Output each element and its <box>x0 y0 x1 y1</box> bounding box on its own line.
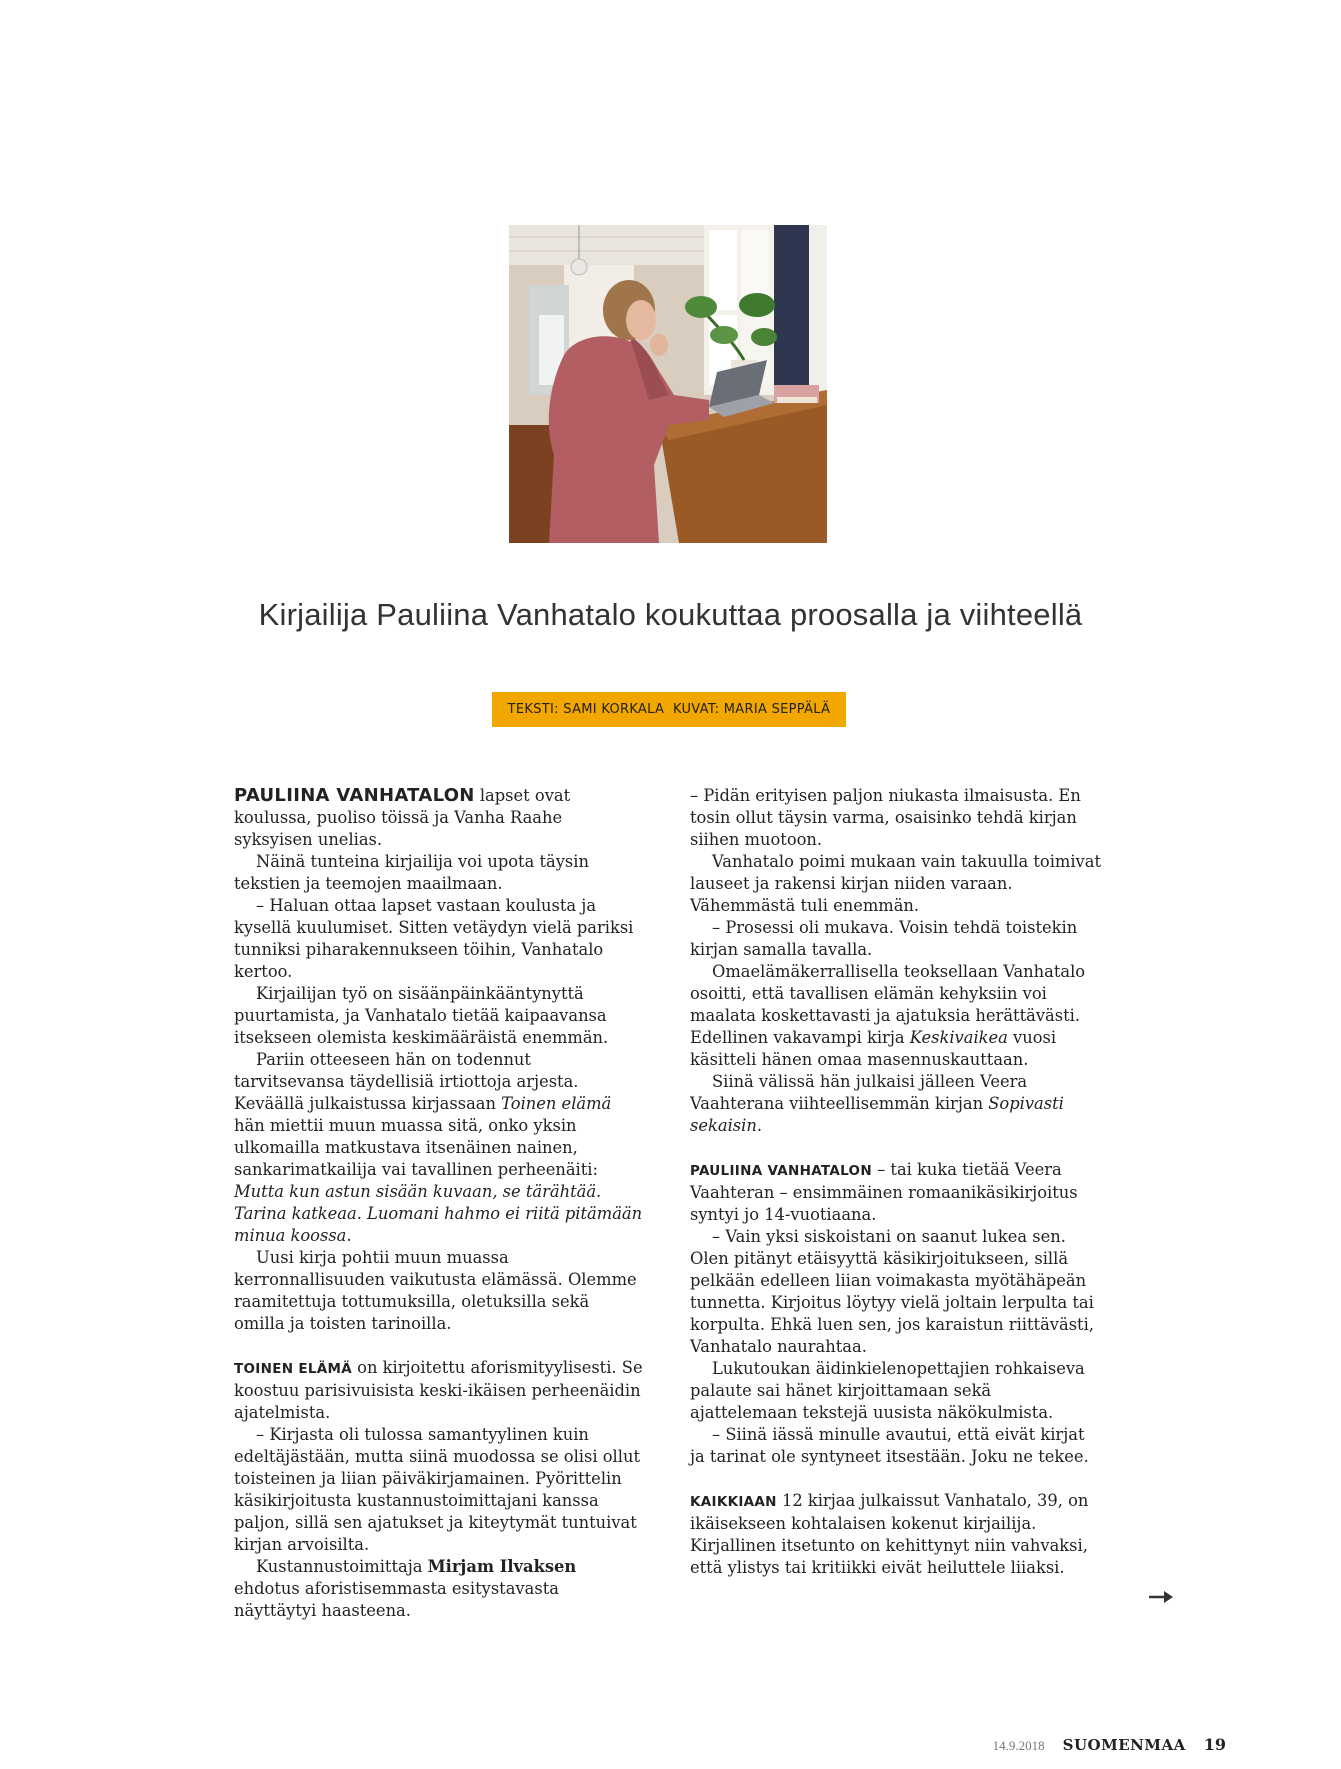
body-paragraph <box>234 1049 644 1247</box>
lead-caps: PAULIINA VANHATALON <box>234 785 475 806</box>
body-paragraph: – Pidän erityisen paljon niukasta ilmaisusta. En tosin ollut täysin varma, osaisinko tehdä kirjan siihen muotoon. <box>690 786 1081 849</box>
book-title: Keskivaikea <box>909 1028 1008 1047</box>
section-kicker: TOINEN ELÄMÄ <box>234 1361 352 1377</box>
person-name: Mirjam Ilvaksen <box>427 1557 577 1576</box>
body-paragraph: Uusi kirja pohtii muun muassa kerronnallisuuden vaikutusta elämässä. Olemme raamitettuja tottumuksilla, oletuksilla sekä omilla ja toisten tarinoilla. <box>234 1248 637 1333</box>
article-column-left <box>234 785 644 1622</box>
body-paragraph: – Vain yksi siskoistani on saanut lukea sen. Olen pitänyt etäisyyttä käsikirjoitukseen, sillä pelkään edelleen liian voimakasta myötähäpeän tunnetta. Kirjoitus löytyy vielä joltain lerpulta tai korpulta. Ehkä luen sen, jos karaistun riittävästi, Vanhatalo naurahtaa. <box>690 1227 1094 1356</box>
body-text: . <box>346 1226 352 1245</box>
body-text: 12 kirjaa julkaissut Vanhatalo, 39, on ikäisekseen kohtalaisen kokenut kirjailija. Kirjallinen itsetunto on kehittynyt niin vahvaksi, että ylistys tai kritiikki eivät heiluttele liiaksi. <box>690 1491 1089 1577</box>
arrow-right-icon <box>1148 1589 1174 1603</box>
body-text: hän miettii muun muassa sitä, onko yksin ulkomailla matkustava itsenäinen nainen, sankarimatkailija vai tavallinen perheenäiti: <box>234 1116 598 1179</box>
section-paragraph <box>690 1490 1102 1579</box>
body-text: on kirjoitettu aforismityylisesti. Se koostuu parisivuisista keski-ikäisen perheenäidin ajatelmista. <box>234 1358 643 1422</box>
body-text: vuosi käsitteli hänen omaa masennuskauttaan. <box>690 1028 1057 1069</box>
body-text: Pariin otteeseen hän on todennut tarvitsevansa täydellisiä irtiottoja arjesta. Keväällä julkaistussa kirjassaan <box>234 1050 579 1113</box>
body-text: Kustannustoimittaja <box>256 1557 428 1576</box>
section-paragraph <box>690 1159 1102 1226</box>
article-photo <box>509 225 827 543</box>
body-text: Siinä välissä hän julkaisi jälleen Veera Vaahterana viihteellisemmän kirjan <box>690 1072 1028 1113</box>
publication-name: SUOMENMAA <box>1062 1736 1186 1754</box>
section-kicker: KAIKKIAAN <box>690 1494 777 1510</box>
lead-paragraph <box>234 785 644 851</box>
page-number: 19 <box>1203 1735 1226 1754</box>
page-footer <box>993 1735 1226 1754</box>
section-kicker: PAULIINA VANHATALON <box>690 1163 872 1179</box>
body-paragraph: Näinä tunteina kirjailija voi upota täysin tekstien ja teemojen maailmaan. <box>234 852 589 893</box>
body-paragraph: Vanhatalo poimi mukaan vain takuulla toimivat lauseet ja rakensi kirjan niiden varaan. Vähemmästä tuli enemmän. <box>690 852 1102 915</box>
lead-text: lapset ovat koulussa, puoliso töissä ja Vanha Raahe syksyisen unelias. <box>234 786 571 849</box>
section-paragraph <box>234 1357 644 1424</box>
article-headline: Kirjailija Pauliina Vanhatalo koukuttaa proosalla ja viihteellä <box>258 597 1083 632</box>
body-paragraph: Lukutoukan äidinkielenopettajien rohkaiseva palaute sai hänet kirjoittamaan sekä ajattelemaan tekstejä uusista näkökulmista. <box>690 1359 1085 1422</box>
body-paragraph <box>690 1071 1102 1137</box>
body-text: ehdotus aforistisemmasta esitystavasta näyttäytyi haasteena. <box>234 1579 559 1620</box>
book-title: Sopivasti sekaisin <box>690 1094 1064 1135</box>
book-title: Toinen elämä <box>501 1094 612 1113</box>
body-paragraph: – Haluan ottaa lapset vastaan koulusta ja kysellä kuulumiset. Sitten vetäydyn vielä pariksi tunniksi piharakennukseen töihin, Vanhatalo kertoo. <box>234 896 634 981</box>
book-quote: Mutta kun astun sisään kuvaan, se tärähtää. Tarina katkeaa. Luomani hahmo ei riitä pitämään minua koossa <box>234 1182 643 1245</box>
issue-date: 14.9.2018 <box>992 1738 1045 1753</box>
body-text: – tai kuka tietää Veera Vaahteran – ensimmäinen romaanikäsikirjoitus syntyi jo 14-vuotiaana. <box>690 1160 1078 1224</box>
body-paragraph: – Prosessi oli mukava. Voisin tehdä toistekin kirjan samalla tavalla. <box>690 918 1078 959</box>
body-paragraph <box>234 1556 644 1622</box>
body-paragraph: – Kirjasta oli tulossa samantyylinen kuin edeltäjästään, mutta siinä muodossa se olisi ollut toisteinen ja liian päiväkirjamainen. Pyörittelin käsikirjoitusta kustannustoimittajani kanssa paljon, sillä sen ajatukset ja kiteytymät tuntuivat kirjan arvoisilta. <box>234 1425 640 1554</box>
body-paragraph <box>690 961 1102 1071</box>
body-paragraph: – Siinä iässä minulle avautui, että eivät kirjat ja tarinat ole syntyneet itsestään. Joku ne tekee. <box>690 1425 1089 1466</box>
body-text: . <box>756 1116 763 1135</box>
article-credit: TEKSTI: SAMI KORKALA KUVAT: MARIA SEPPÄLÄ <box>492 692 846 727</box>
body-text: Omaelämäkerrallisella teoksellaan Vanhatalo osoitti, että tavallisen elämän kehyksiin voi maalata koskettavasti ja ajatuksia herättävästi. Edellinen vakavampi kirja <box>690 962 1086 1047</box>
body-paragraph: Kirjailijan työ on sisäänpäinkääntynyttä puurtamista, ja Vanhatalo tietää kaipaavansa itsekseen olemista keskimääräistä enemmän. <box>234 984 609 1047</box>
article-column-right <box>690 785 1102 1579</box>
